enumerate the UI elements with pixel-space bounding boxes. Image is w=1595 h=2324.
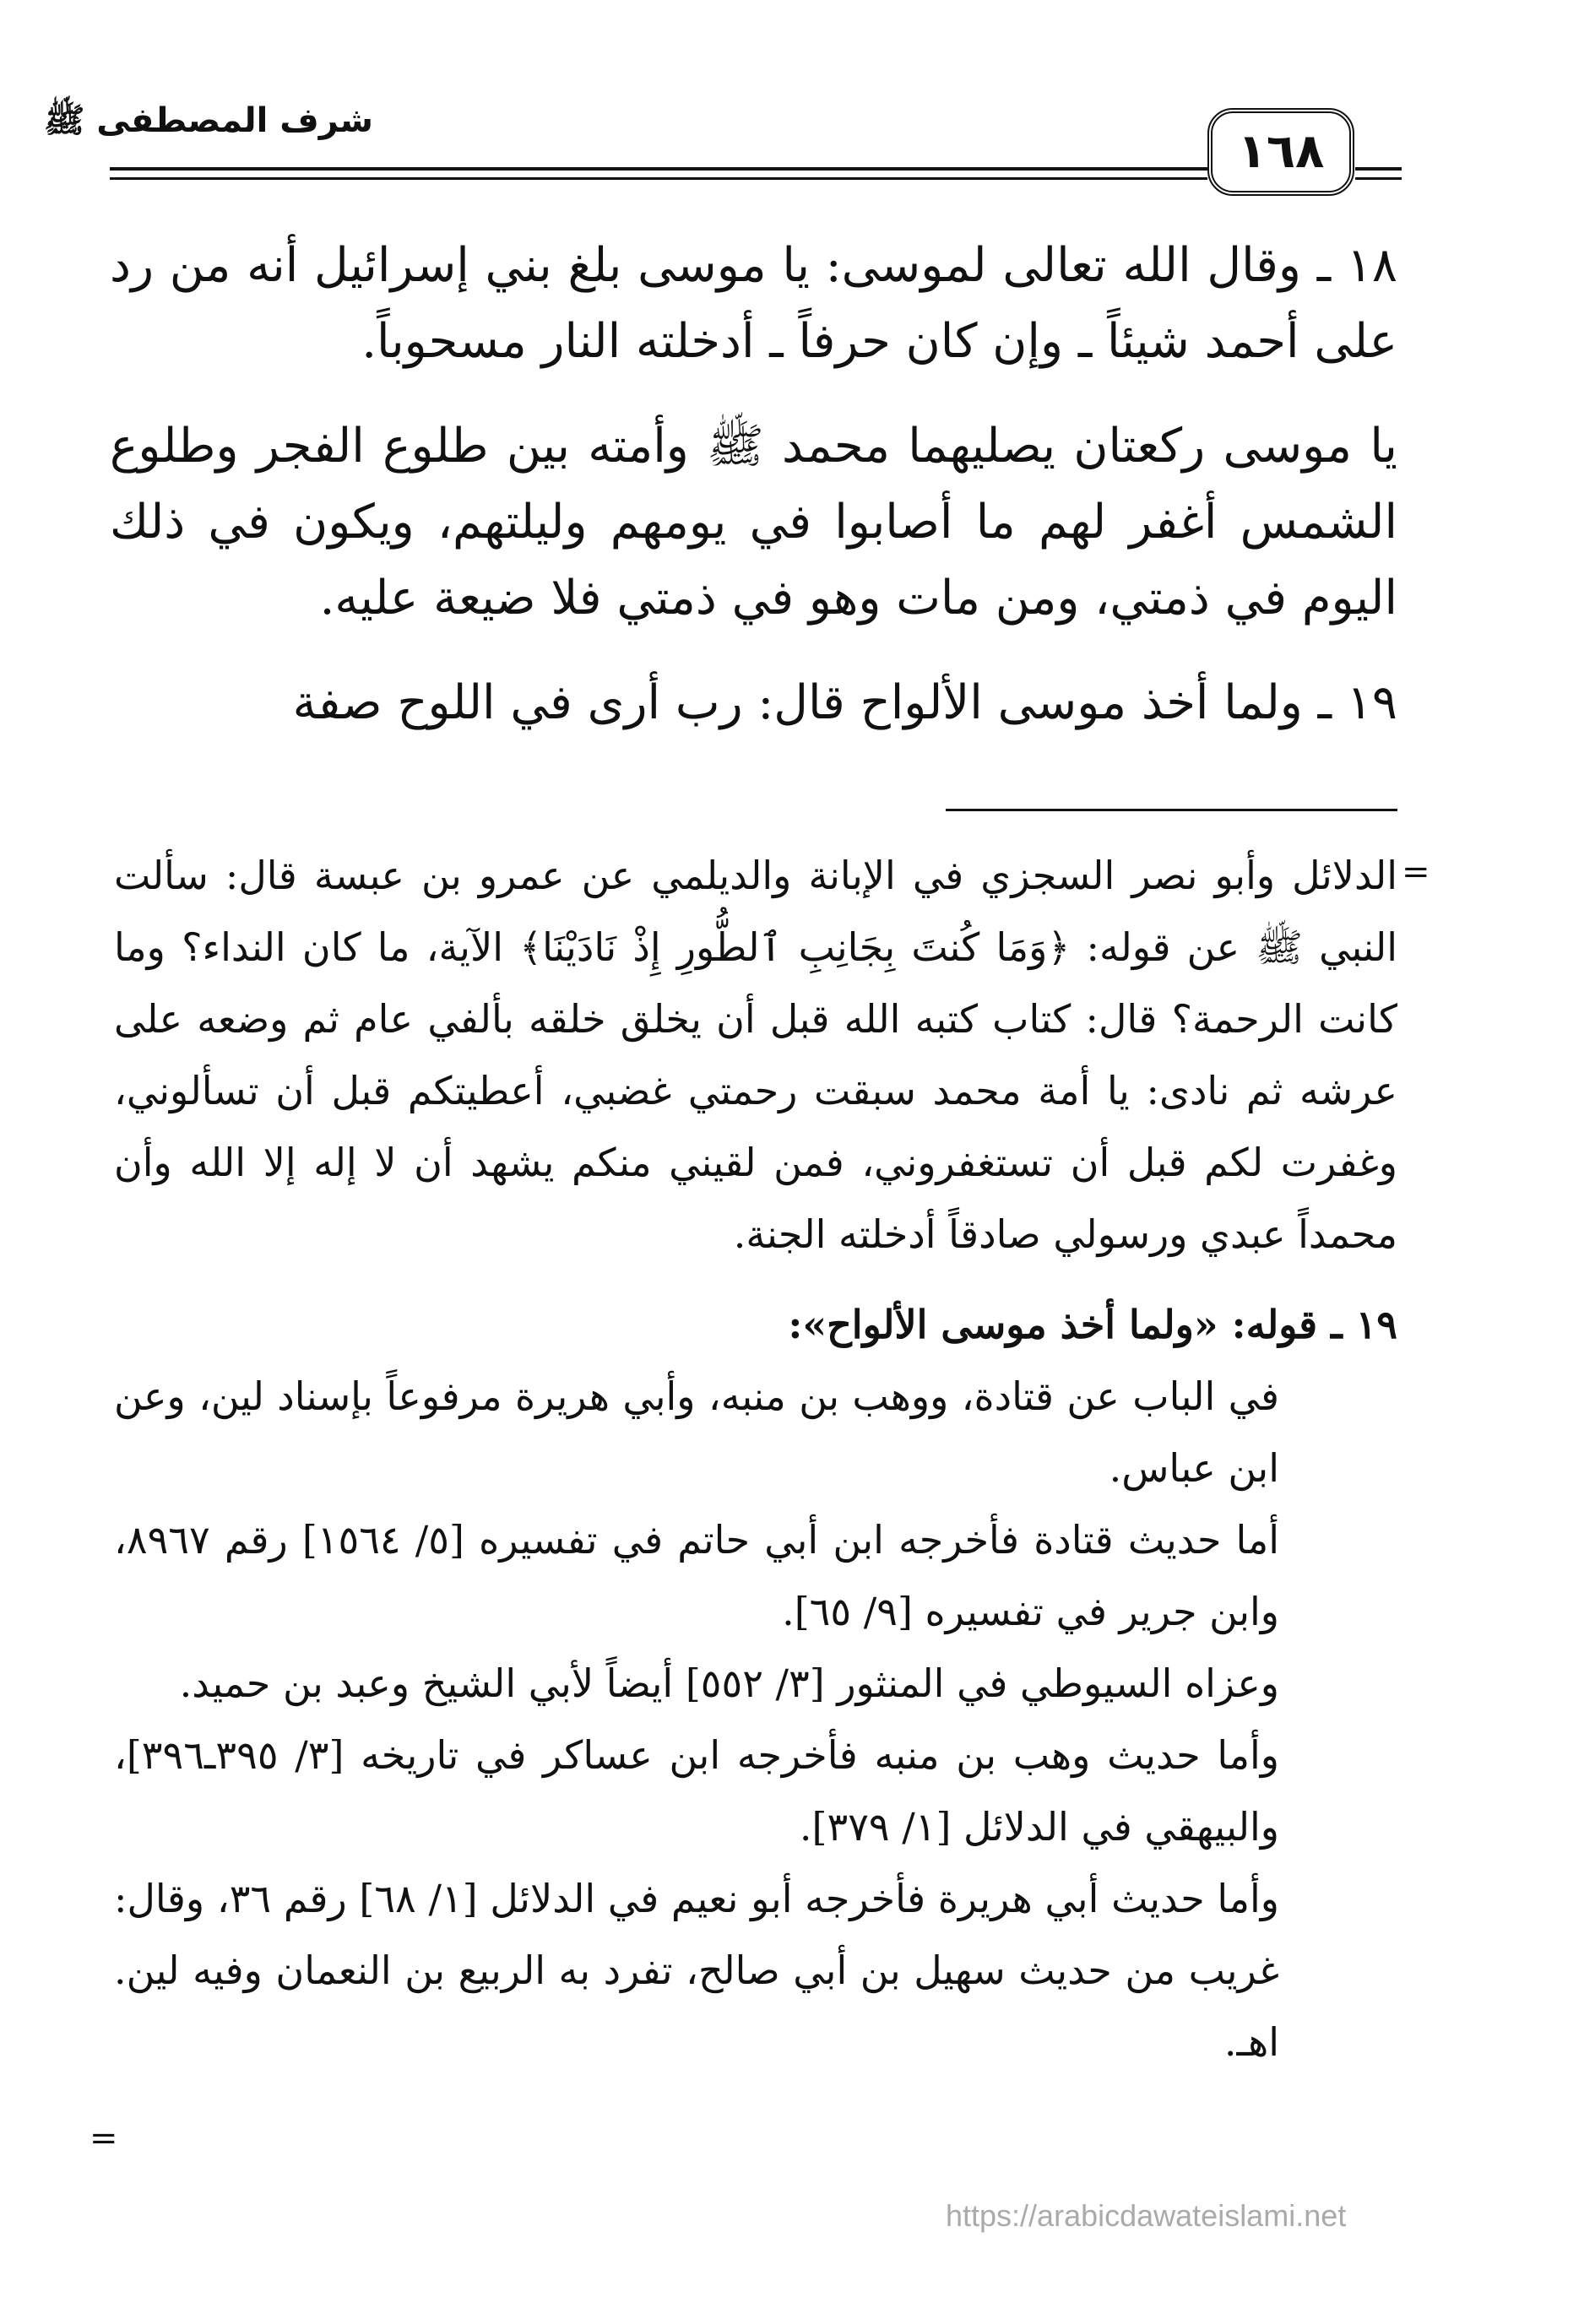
header-rule-right-bottom xyxy=(1355,177,1402,180)
continuation-mark-top: = xyxy=(1402,853,1430,891)
footnote-paragraph: وأما حديث وهب بن منبه فأخرجه ابن عساكر في تاريخه [٣/ ٣٩٥ـ٣٩٦]، والبيهقي في الدلائل [١/ ٣٧٩]. xyxy=(114,1732,1279,1850)
footnote-paragraph: في الباب عن قتادة، ووهب بن منبه، وأبي هريرة مرفوعاً بإسناد لين، وعن ابن عباس. xyxy=(114,1373,1279,1491)
footnote-paragraph: أما حديث قتادة فأخرجه ابن أبي حاتم في تفسيره [٥/ ١٥٦٤] رقم ٨٩٦٧، وابن جرير في تفسيره [٩/ ٦٥]. xyxy=(114,1517,1279,1634)
main-paragraph-18: ١٨ ـ وقال الله تعالى لموسى: يا موسى بلغ بني إسرائيل أنه من رد على أحمد شيئاً ـ وإن كان حرفاً ـ أدخلته النار مسحوباً. xyxy=(110,238,1397,369)
header-rule-bottom xyxy=(110,177,1207,180)
main-paragraph-19: ١٩ ـ ولما أخذ موسى الألواح قال: رب أرى في اللوح صفة xyxy=(292,675,1397,730)
page-header xyxy=(0,0,1595,203)
footnote-paragraph: وأما حديث أبي هريرة فأخرجه أبو نعيم في الدلائل [١/ ٦٨] رقم ٣٦، وقال: غريب من حديث سهيل بن أبي صالح، تفرد به الربيع بن النعمان وفيه لين. اهـ. xyxy=(114,1876,1280,2065)
book-title: شرف المصطفى ﷺ xyxy=(43,101,373,140)
footnote-paragraph: وعزاه السيوطي في المنثور [٣/ ٥٥٢] أيضاً لأبي الشيخ وعبد بن حميد. xyxy=(179,1660,1279,1706)
watermark-url: https://arabicdawateislami.net xyxy=(946,2198,1347,2233)
footnote-heading-19: ١٩ ـ قوله: «ولما أخذ موسى الألواح»: xyxy=(788,1302,1397,1347)
header-rule-top xyxy=(110,167,1207,171)
footnote-first-paragraph: الدلائل وأبو نصر السجزي في الإبانة والديلمي عن عمرو بن عبسة قال: سألت النبي ﷺ عن قوله: ﴿وَمَا كُنتَ بِجَانِبِ ٱلطُّورِ إِذْ نَادَيْنَا﴾ الآية، ما كان النداء؟ وما كانت الرحمة؟ قال: كتاب كتبه الله قبل أن يخلق خلقه بألفي عام ثم وضعه على عرشه ثم نادى: يا أمة محمد سبقت رحمتي غضبي، أعطيتكم قبل أن تسألوني، وغفرت لكم قبل أن تستغفروني، فمن لقيني منكم يشهد أن لا إله إلا الله وأن محمداً عبدي ورسولي صادقاً أدخلته الجنة. xyxy=(114,853,1397,1257)
page-number: ١٦٨ xyxy=(1237,124,1325,179)
footnote-separator xyxy=(946,809,1397,811)
continuation-mark-bottom: = xyxy=(90,2119,118,2158)
header-rule-right-top xyxy=(1355,167,1402,171)
main-text xyxy=(110,228,1397,770)
main-paragraph-prayer: يا موسى ركعتان يصليهما محمد ﷺ وأمته بين طلوع الفجر وطلوع الشمس أغفر لهم ما أصابوا في يومهم وليلتهم، ويكون في ذلك اليوم في ذمتي، ومن مات وهو في ذمتي فلا ضيعة عليه. xyxy=(110,419,1397,626)
footnotes xyxy=(114,840,1397,2078)
page-number-box xyxy=(1207,108,1354,196)
